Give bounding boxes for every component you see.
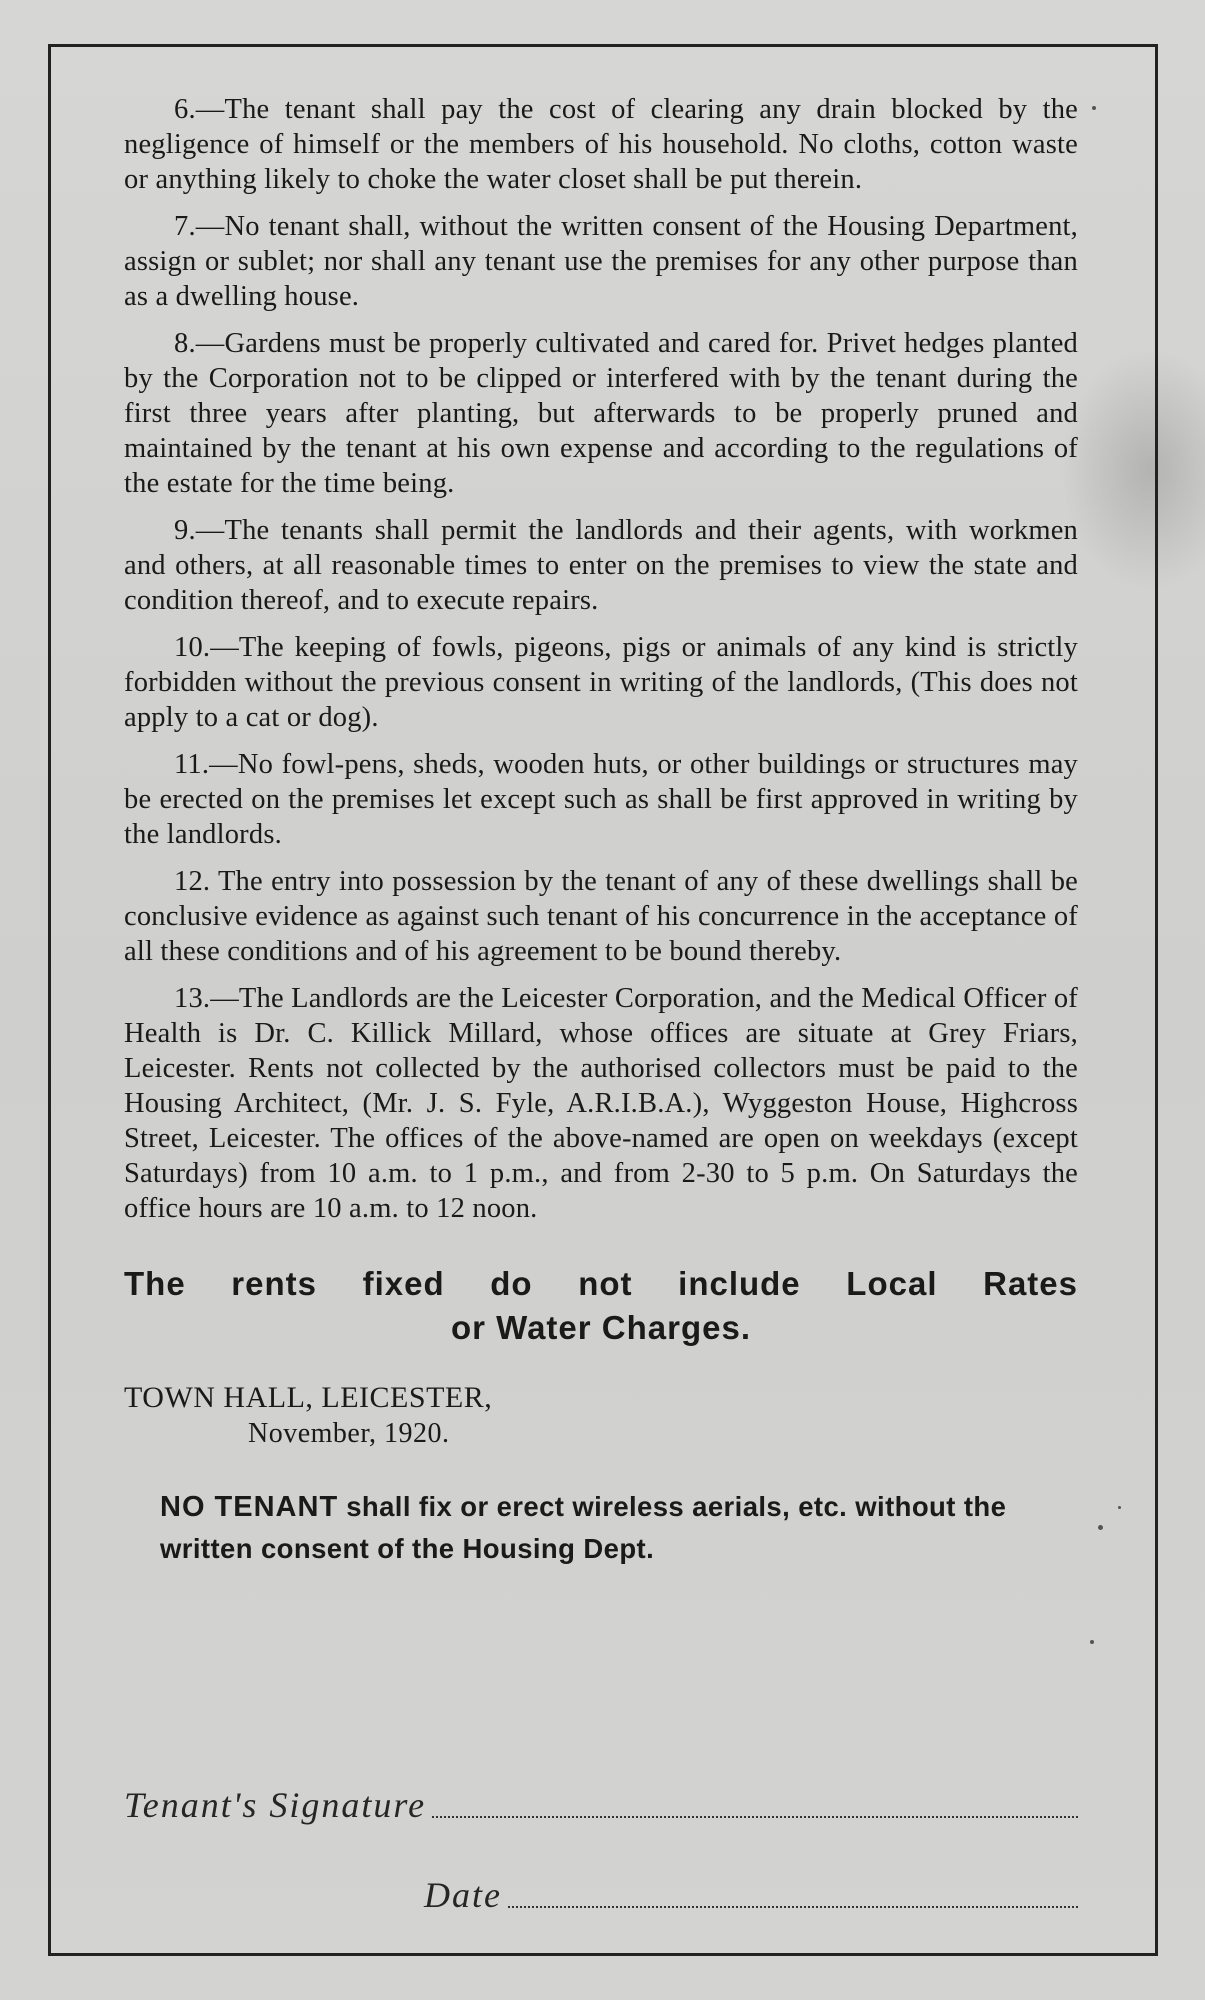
conditions-body (124, 92, 1078, 1570)
issuer-address (124, 1380, 1078, 1452)
paper-speck (1092, 106, 1096, 110)
issue-date: November, 1920. (248, 1418, 450, 1449)
date-field[interactable] (508, 1896, 1078, 1908)
clause-7: 7.—No tenant shall, without the written consent of the Housing Department, assign or sublet; nor shall any tenant use the premises for any other purpose than as a dwelling house. (124, 211, 1078, 312)
clause-11: 11.—No fowl-pens, sheds, wooden huts, or other buildings or structures may be erected on the premises let except such as shall be first approved in writing by the landlords. (124, 749, 1078, 850)
clause-6: 6.—The tenant shall pay the cost of clearing any drain blocked by the negligence of himself or the members of his household. No cloths, cotton waste or anything likely to choke the water closet shall be put therein. (124, 94, 1078, 195)
date-line[interactable] (124, 1874, 1078, 1916)
wireless-notice-text: shall fix or erect wireless aerials, etc. without the written consent of the Housing Dept. (160, 1491, 1007, 1564)
paper-speck (1090, 1640, 1094, 1644)
tenant-signature-label: Tenant's Signature (124, 1785, 427, 1825)
wireless-notice-lead: NO TENANT (160, 1491, 339, 1523)
date-label: Date (424, 1875, 502, 1915)
clause-10: 10.—The keeping of fowls, pigeons, pigs or animals of any kind is strictly forbidden without the previous consent in writing of the landlords, (This does not apply to a cat or dog). (124, 632, 1078, 733)
rates-notice-line-1: The rents fixed do not include Local Rates (124, 1265, 1078, 1302)
wireless-aerials-notice (160, 1486, 1060, 1570)
clause-8: 8.—Gardens must be properly cultivated and cared for. Privet hedges planted by the Corporation not to be clipped or interfered with by the tenant during the first three years after planting, but afterwards to be properly pruned and maintained by the tenant at his own expense and according to the regulations of the estate for the time being. (124, 328, 1078, 499)
clause-9: 9.—The tenants shall permit the landlords and their agents, with workmen and others, at all reasonable times to enter on the premises to view the state and condition thereof, and to execute repairs. (124, 515, 1078, 616)
rates-notice (124, 1262, 1078, 1350)
clause-12: 12. The entry into possession by the tenant of any of these dwellings shall be conclusive evidence as against such tenant of his concurrence in the acceptance of all these conditions and of his agreement to be bound thereby. (124, 866, 1078, 967)
tenant-signature-field[interactable] (432, 1806, 1078, 1818)
paper-speck (1098, 1525, 1103, 1530)
tenant-signature-line[interactable] (124, 1784, 1078, 1826)
clause-13: 13.—The Landlords are the Leicester Corporation, and the Medical Officer of Health is Dr. C. Killick Millard, whose offices are situate at Grey Friars, Leicester. Rents not collected by the authorised collectors must be paid to the Housing Architect, (Mr. J. S. Fyle, A.R.I.B.A.), Wyggeston House, Highcross Street, Leicester. The offices of the above-named are open on weekdays (except Saturdays) from 10 a.m. to 1 p.m., and from 2-30 to 5 p.m. On Saturdays the office hours are 10 a.m. to 12 noon. (124, 983, 1078, 1224)
paper-speck (1118, 1506, 1121, 1509)
rates-notice-line-2: or Water Charges. (450, 1309, 751, 1346)
issuer-place: TOWN HALL, LEICESTER, (124, 1381, 493, 1414)
